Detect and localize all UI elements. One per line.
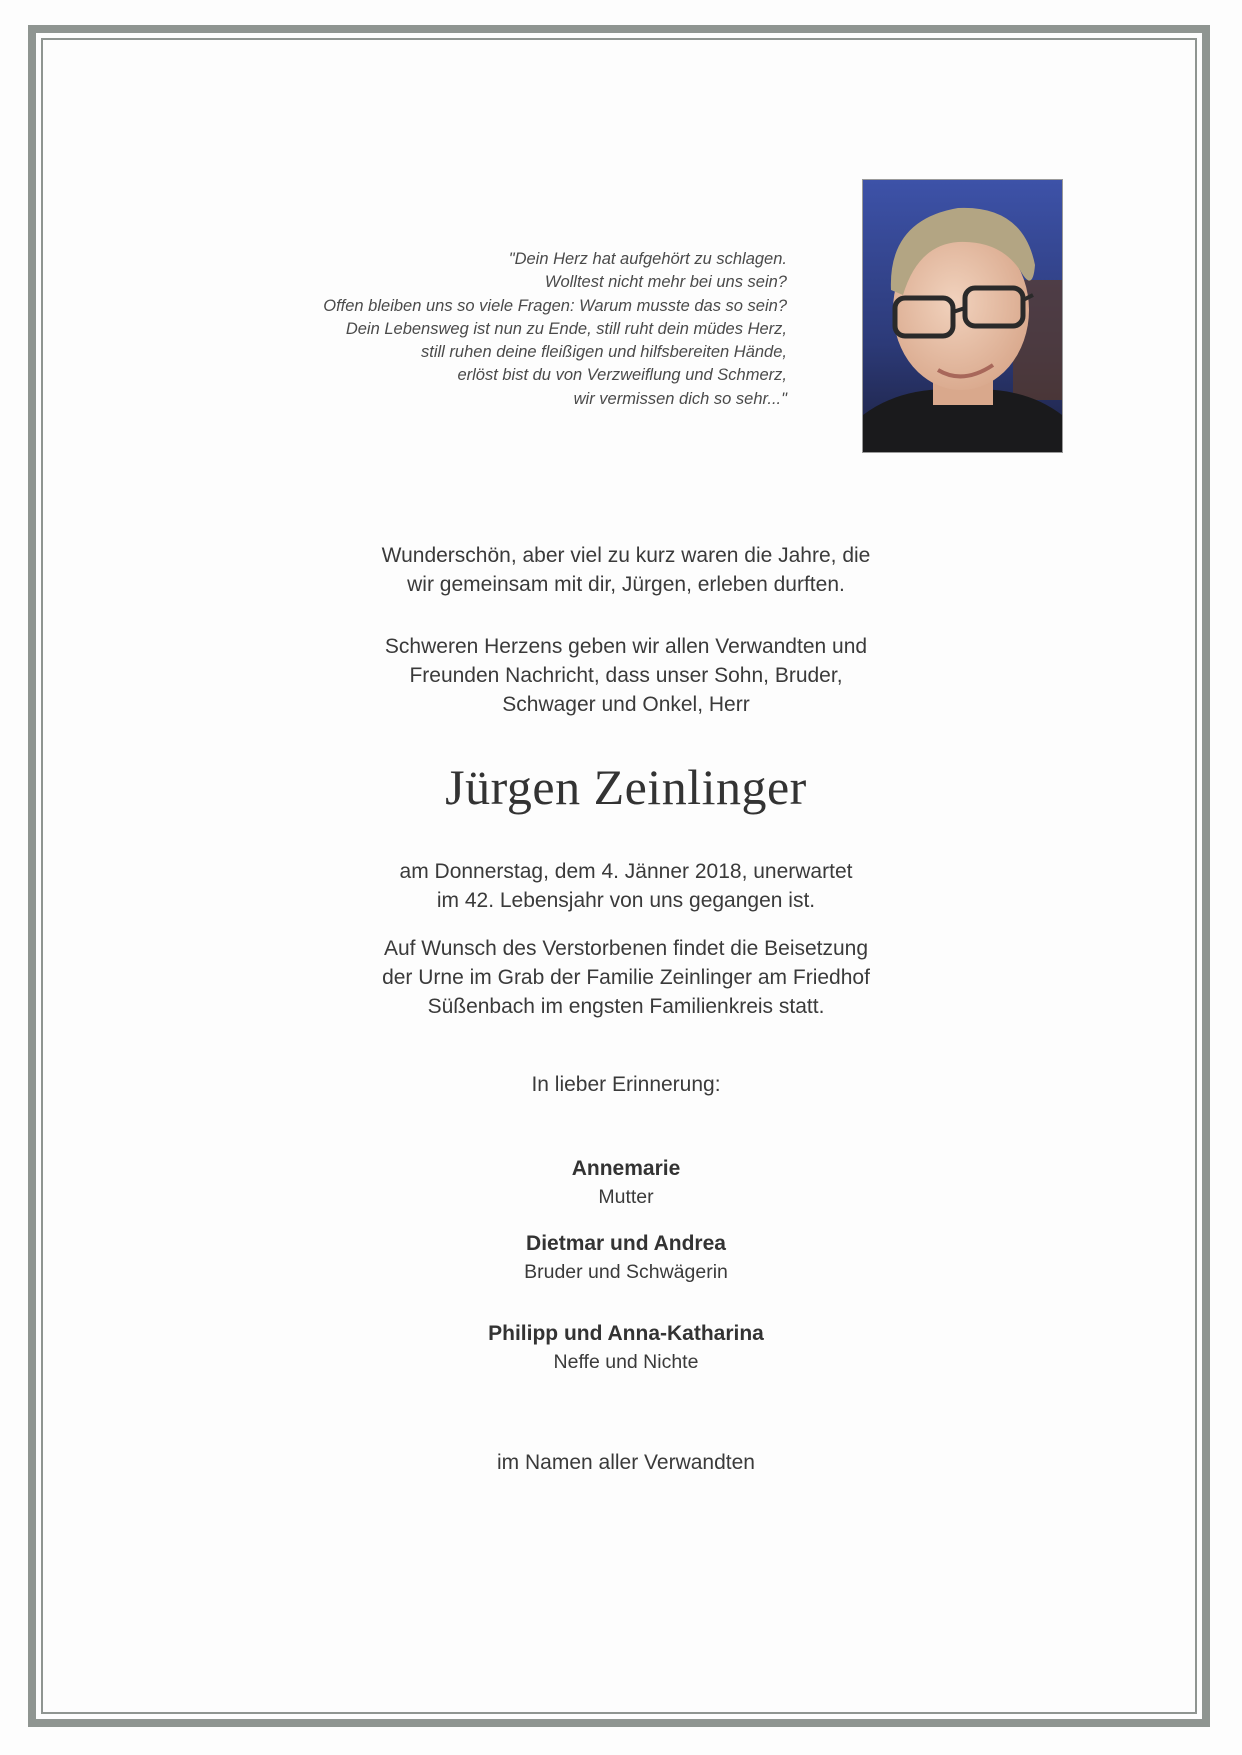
verse-line: wir vermissen dich so sehr..." (573, 389, 787, 408)
verse-line: erlöst bist du von Verzweiflung und Schmerz, (457, 366, 787, 385)
portrait-photo (862, 179, 1063, 453)
portrait-illustration (863, 180, 1062, 452)
mourner-block (0, 1320, 1242, 1376)
mourner-name: Dietmar und Andrea (526, 1232, 726, 1255)
intro-paragraph (0, 541, 1242, 599)
announcement-line: Freunden Nachricht, dass unser Sohn, Bruder, (409, 664, 843, 687)
verse-line: Dein Lebensweg ist nun zu Ende, still ruht dein müdes Herz, (345, 319, 787, 338)
burial-info-paragraph (0, 934, 1242, 1021)
burial-info-line: Auf Wunsch des Verstorbenen findet die Beisetzung (383, 937, 869, 960)
mourner-name: Philipp und Anna-Katharina (488, 1322, 764, 1345)
mourner-relation: Mutter (598, 1186, 654, 1208)
death-info-line: im 42. Lebensjahr von uns gegangen ist. (436, 889, 816, 912)
death-info-paragraph (0, 857, 1242, 915)
deceased-name: Jürgen Zeinlinger (445, 759, 807, 815)
memorial-verse (227, 248, 787, 411)
remembrance-heading: In lieber Erinnerung: (531, 1073, 721, 1096)
mourner-relation: Bruder und Schwägerin (524, 1261, 728, 1283)
death-info-line: am Donnerstag, dem 4. Jänner 2018, unerwartet (399, 860, 853, 883)
verse-line: Wolltest nicht mehr bei uns sein? (544, 273, 787, 292)
intro-line: Wunderschön, aber viel zu kurz waren die Jahre, die (381, 544, 871, 567)
closing-line: im Namen aller Verwandten (497, 1451, 755, 1474)
verse-line: still ruhen deine fleißigen und hilfsbereiten Hände, (421, 343, 787, 362)
intro-line: wir gemeinsam mit dir, Jürgen, erleben durften. (407, 573, 845, 596)
announcement-line: Schweren Herzens geben wir allen Verwandten und (384, 635, 868, 658)
burial-info-line: der Urne im Grab der Familie Zeinlinger am Friedhof (382, 966, 870, 989)
mourner-name: Annemarie (571, 1157, 681, 1180)
verse-line: Offen bleiben uns so viele Fragen: Warum musste das so sein? (323, 296, 787, 315)
mourner-block (0, 1230, 1242, 1286)
announcement-line: Schwager und Onkel, Herr (502, 693, 750, 716)
burial-info-line: Süßenbach im engsten Familienkreis statt. (427, 995, 825, 1018)
mourner-block (0, 1155, 1242, 1211)
announcement-paragraph (0, 632, 1242, 719)
verse-line: "Dein Herz hat aufgehört zu schlagen. (508, 250, 787, 268)
mourner-relation: Neffe und Nichte (553, 1351, 699, 1373)
